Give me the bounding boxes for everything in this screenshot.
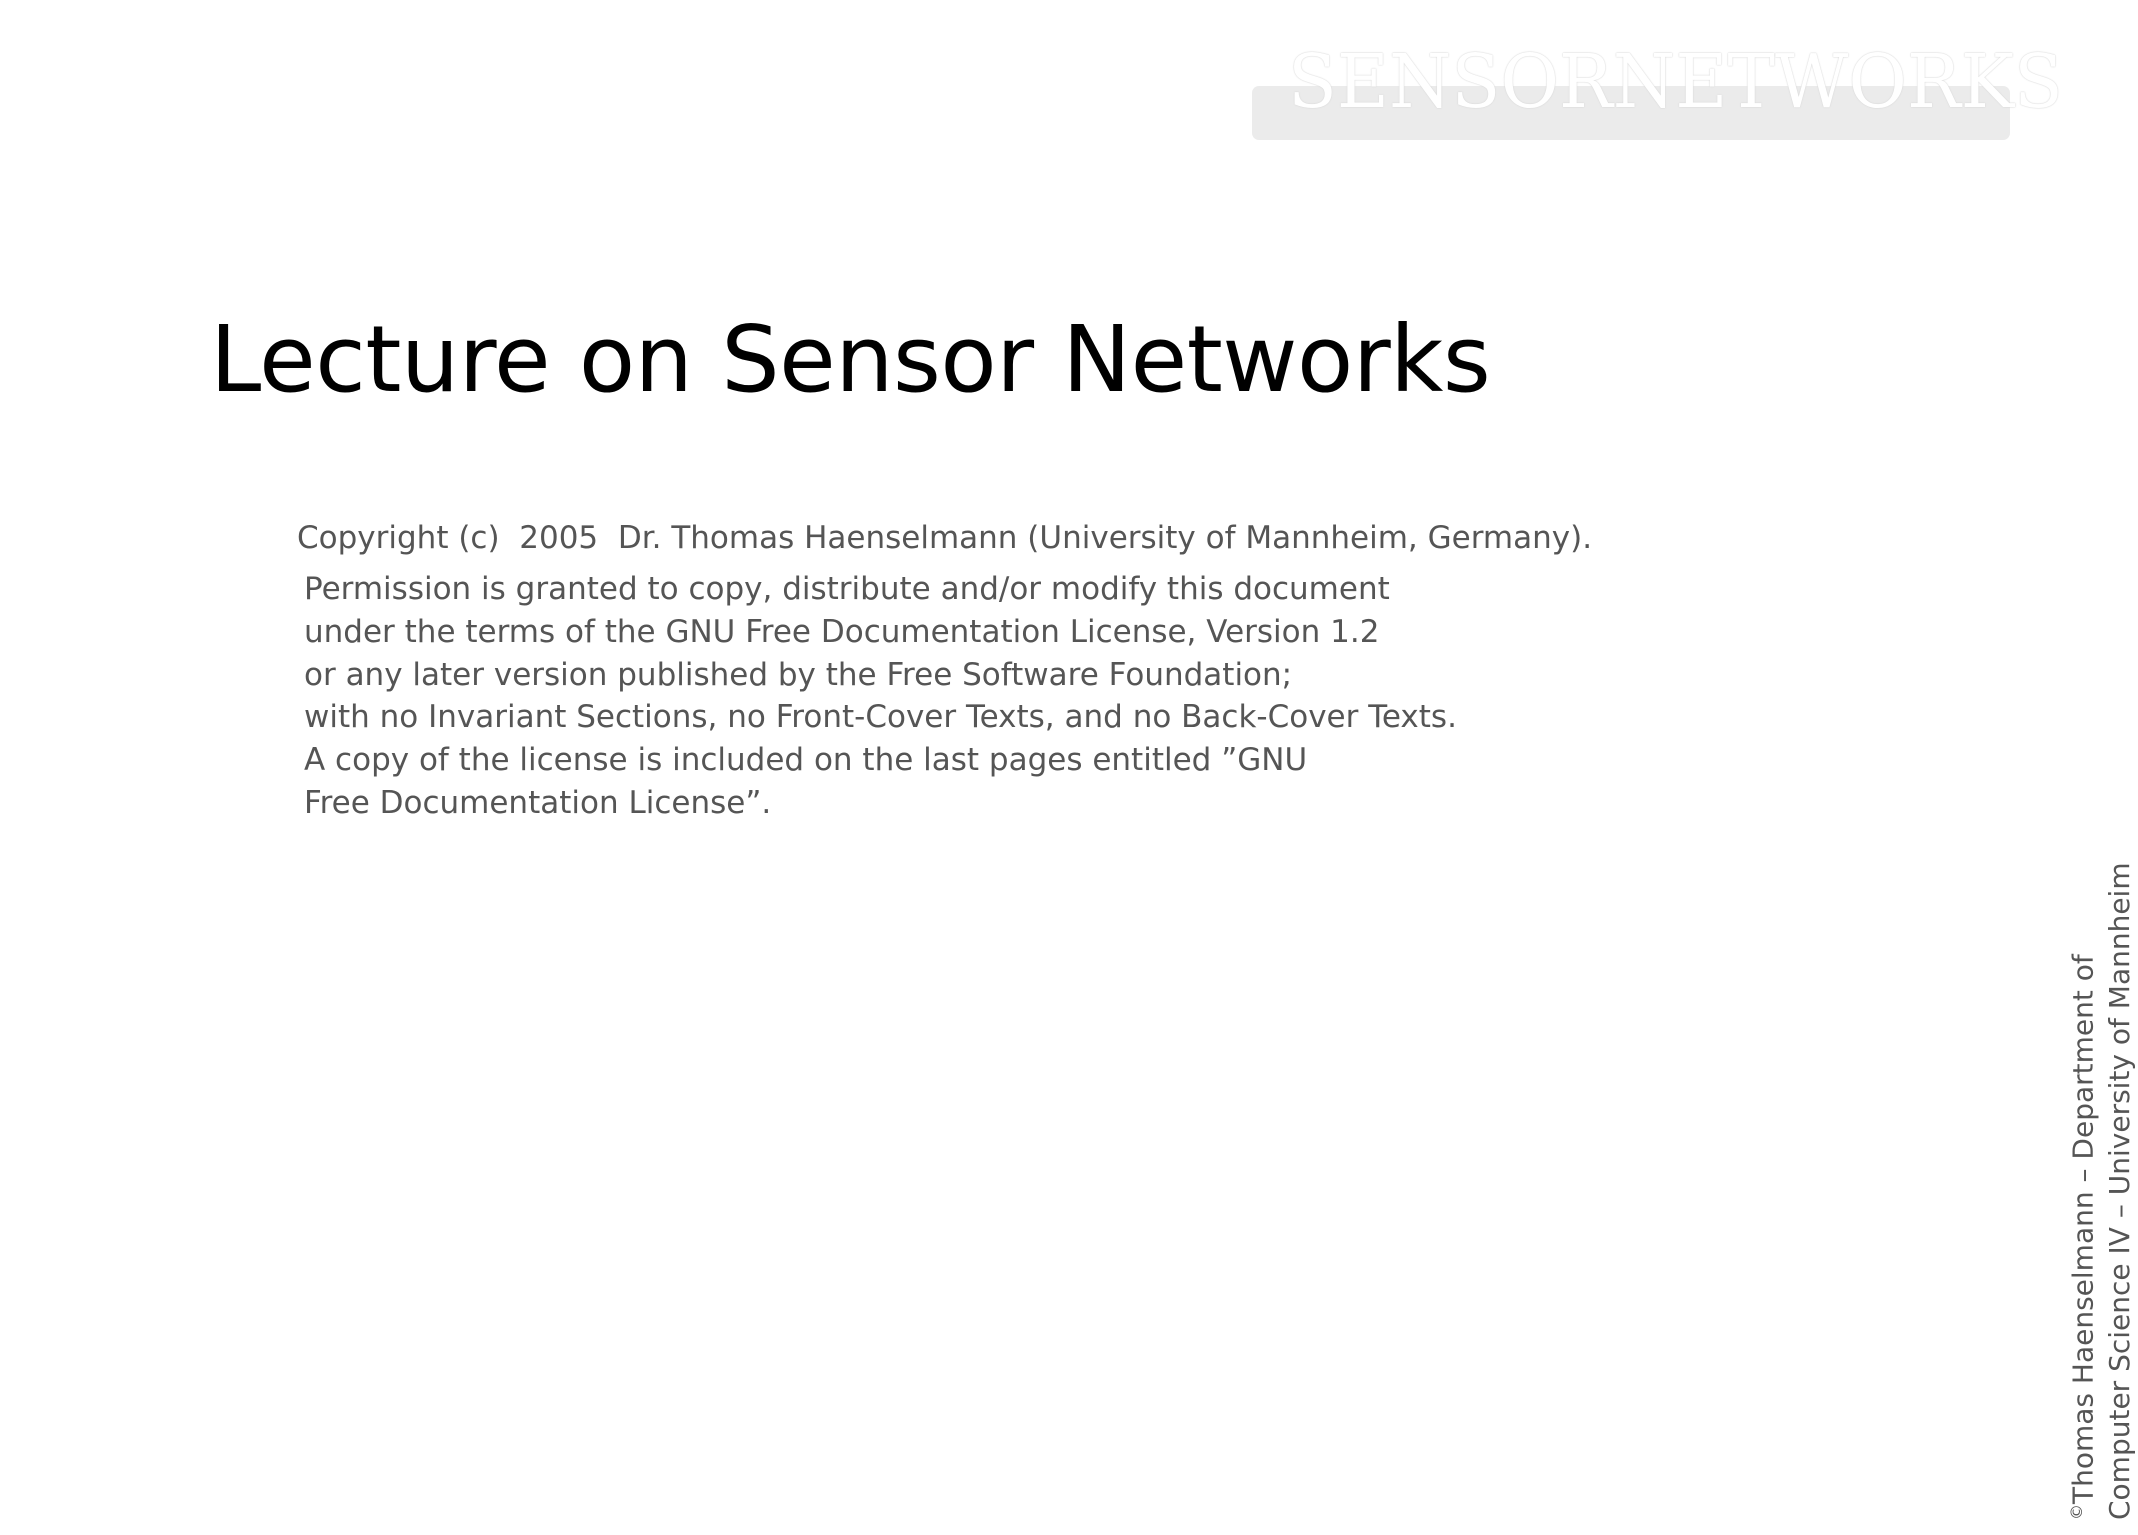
copyright-line: Copyright (c) 2005 Dr. Thomas Haenselmann (University of Mannheim, Germany).: [297, 520, 1593, 556]
license-line: Free Documentation License”.: [304, 784, 772, 821]
license-line: A copy of the license is included on the last pages entitled ”GNU: [304, 742, 1308, 779]
footer-line-2: Computer Science IV – University of Mannheim: [2103, 862, 2137, 1520]
header-banner-label: SENSORNETWORKS: [1288, 39, 2063, 125]
slide-title: Lecture on Sensor Networks: [210, 306, 1491, 413]
license-line: Permission is granted to copy, distribute and/or modify this document: [304, 571, 1390, 607]
author-footer: [2058, 862, 2138, 1520]
footer-line-1-text: Thomas Haenselmann – Department of: [2066, 954, 2100, 1504]
license-line: with no Invariant Sections, no Front-Cover Texts, and no Back-Cover Texts.: [304, 699, 1457, 736]
footer-line-1: [2058, 862, 2101, 1520]
license-line: under the terms of the GNU Free Documentation License, Version 1.2: [304, 613, 1380, 650]
license-text: [304, 568, 1457, 825]
license-line: or any later version published by the Free Software Foundation;: [304, 656, 1293, 693]
copyright-symbol: ©: [2067, 1504, 2086, 1520]
